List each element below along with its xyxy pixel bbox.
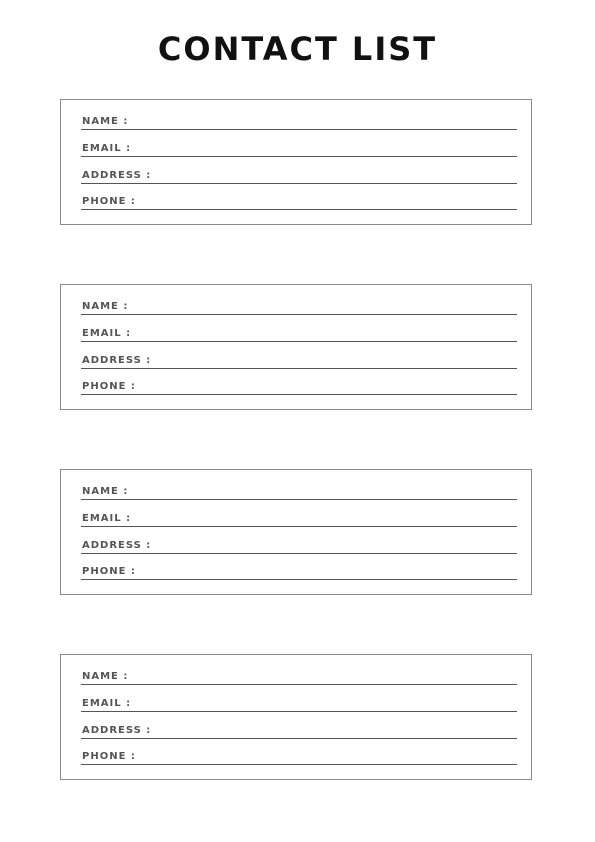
name-field[interactable] bbox=[81, 484, 517, 500]
phone-field[interactable] bbox=[81, 749, 517, 765]
email-field[interactable] bbox=[81, 696, 517, 712]
name-label: NAME : bbox=[82, 301, 129, 312]
phone-label: PHONE : bbox=[82, 381, 136, 392]
name-field[interactable] bbox=[81, 669, 517, 685]
email-label: EMAIL : bbox=[82, 328, 132, 339]
address-label: ADDRESS : bbox=[82, 170, 152, 181]
contact-card bbox=[60, 99, 532, 225]
address-field[interactable] bbox=[81, 723, 517, 739]
phone-field[interactable] bbox=[81, 194, 517, 210]
name-field[interactable] bbox=[81, 299, 517, 315]
contact-card bbox=[60, 284, 532, 410]
address-label: ADDRESS : bbox=[82, 725, 152, 736]
email-field[interactable] bbox=[81, 141, 517, 157]
name-label: NAME : bbox=[82, 116, 129, 127]
address-label: ADDRESS : bbox=[82, 540, 152, 551]
phone-field[interactable] bbox=[81, 379, 517, 395]
email-field[interactable] bbox=[81, 326, 517, 342]
page-title: CONTACT LIST bbox=[157, 30, 438, 68]
address-field[interactable] bbox=[81, 353, 517, 369]
phone-label: PHONE : bbox=[82, 196, 136, 207]
email-label: EMAIL : bbox=[82, 143, 132, 154]
address-label: ADDRESS : bbox=[82, 355, 152, 366]
phone-label: PHONE : bbox=[82, 751, 136, 762]
email-label: EMAIL : bbox=[82, 698, 132, 709]
contact-card bbox=[60, 469, 532, 595]
name-label: NAME : bbox=[82, 671, 129, 682]
name-field[interactable] bbox=[81, 114, 517, 130]
name-label: NAME : bbox=[82, 486, 129, 497]
contact-card bbox=[60, 654, 532, 780]
address-field[interactable] bbox=[81, 538, 517, 554]
address-field[interactable] bbox=[81, 168, 517, 184]
email-label: EMAIL : bbox=[82, 513, 132, 524]
phone-label: PHONE : bbox=[82, 566, 136, 577]
email-field[interactable] bbox=[81, 511, 517, 527]
phone-field[interactable] bbox=[81, 564, 517, 580]
